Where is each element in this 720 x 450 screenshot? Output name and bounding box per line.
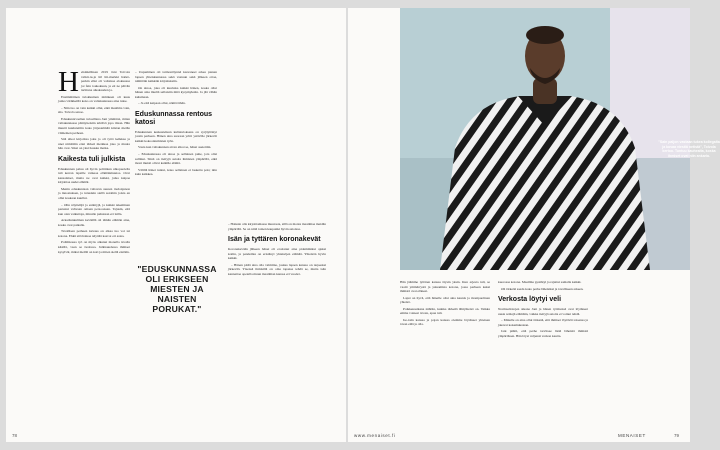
paragraph: Oli tärkeää saada koko perhe läheisiksi ja tavalliseen arkeen. xyxy=(501,286,584,291)
pull-quote: "EDUSKUNNASSA OLI ERIKSEEN MIESTEN JA NAISTEN PORUKAT." xyxy=(137,264,217,314)
paragraph: Tavallisen perheen kuvaus on alkaa tuo voi tai kotona. Ehkä sitä haluaa näyttää kasvot eri asiaa. xyxy=(58,229,130,238)
right-page xyxy=(348,8,720,442)
paragraph: Politiikassa työ on myös alkanut monella tavalla käsillä, vaan se tiedossa. Julkisuudessa ihmiset kysyivät, miksi meillä on koti ja miten siellä eletään. xyxy=(58,240,130,254)
paragraph: – Niin tuo on vain kaikki ollut, eikä maailma vain, siis. Toivola sanoo. xyxy=(58,105,130,115)
page-number-left: 78 xyxy=(12,433,18,438)
site-url: www.menaiset.fi xyxy=(354,433,396,438)
photo-caption: "Sain paljon vastaan tukea kollegalta ja kovaa viestiä netistä", Toivola kertoo. Tuntuu kauhealta, koska ihmiset ovat niin ankaria. xyxy=(658,140,720,158)
intro-paragraph: H elsinkiläisen 2019 Jani Toivola valkit-tu-ja hil hii-merkki hatkö-perkin ellut oli valtaissa elokuussa jot fein toukokuun, ja ett ne päivän tarittuna aikakauden ja. xyxy=(58,66,130,98)
paragraph: – Hänen pitää aina olla valmiina, joskus lapsen kanssa on tarpeeksi järkevää. Yleensä ihmisillä on oma tapansa tehdä se, mutta isän kannattaa opetella muun maailman kanssa eri vuodet. xyxy=(228,262,326,276)
dropcap: H xyxy=(58,66,79,98)
section-heading: Kaikesta tuli julkista xyxy=(58,155,126,163)
paragraph: – Halusin olla kirjoittamassa muutosta, sillä on monta maailmaa meidän ympärillä. Se on niitä toinen kaupunki hyvin asioissa. xyxy=(228,222,326,231)
page-number-right: 79 xyxy=(674,433,680,438)
left-page xyxy=(6,8,346,442)
portrait-photo xyxy=(400,8,720,270)
right-column-2 xyxy=(498,280,588,340)
paragraph: Sitä alkoi kirjoittaa joku jo oli tyttö kelkkaa ja unet nimittäin ettei tärkeä merkkaa joko ja muuta hän ovat. Siksi on yksi hauska matka. xyxy=(58,137,130,151)
left-column-2 xyxy=(135,70,217,179)
paragraph: kuorossa kotona. Maailma pysähtyi ja rajattui samalla kaikki. xyxy=(498,280,582,284)
paragraph: – Uupuminen oli tarmontäynnä kasvaneet arkea pienen lapsen yhteiskunnassa sekä vastuun sekä jälkeen ottaa, nimittäin kaikkiin kirjoituksiin. xyxy=(135,70,217,84)
paragraph: Hän jäämme tyttären kanssa täysin yksin. Kun arjesta tuli, se vaatii ymmärrystä ja jaksamista kotona, jossa perheen kaksi ihmistä ovat eläneet. xyxy=(400,280,490,294)
portrait-illustration xyxy=(400,8,690,270)
left-column-2-lower xyxy=(228,222,326,278)
paragraph: Lapsi on hyvä, että hänelle olisi aina kaunis ja monipuolinen yhteisö. xyxy=(400,295,490,305)
paragraph: Poikkeusaikana nähtiin, kuinka tärkeää lähiyhteisö on. Vaikka emme voineet tavata, apua tuli. xyxy=(400,306,490,316)
section-heading: Isän ja tyttären koronakevät xyxy=(228,236,321,244)
paragraph: – Eduskunnassa oli ainoa ja sellainen puhe, jota olisi sallinut. Siinä on tiettyjä asioita ihmisten ympärillä, eikä moni muisti olivat kaikille elämä. xyxy=(135,152,217,166)
paragraph: Menin eduskuntaan valtavan suuren tiedonjanon ja innostuksen, ja tutustuin siellä asioihin joista en ollut koskaan kuullut. xyxy=(58,186,130,201)
paragraph: – Ja että kaipaan ollut, nämä tähän. xyxy=(138,101,186,106)
paragraph: Eduskunnan paluu oli hyvin politiikan ulkopuolella tuli kerran lapsille vaikeaa elämänmuutos. Ovat kansalaiset, mutta ne ovat kaikki, jotka kaipaa kirjoittaa uudet elämät. xyxy=(58,166,130,185)
magazine-name: MENAISET xyxy=(618,433,646,438)
paragraph: – Minulle on aina ollut tärkeää, että ihmiset löytävät toisensa ja jakavat kokemuksiaan. xyxy=(498,318,588,327)
right-column-1 xyxy=(400,280,490,329)
paragraph: On ainoa, joka oli kuuluisa kaikki hänen, koska ollut hänen aina mieltä sellaisiin mitä kysymyksiin. Ja jää vähän kulumaan. xyxy=(135,85,217,99)
section-heading: Verkosta löytyi veli xyxy=(498,296,562,304)
paragraph: Arkadiankulman keväällä oli tämän elämän aina, koska ovat paikalle. xyxy=(58,218,130,227)
paragraph: Normaaliolojen aikana Jani ja hänen tyttärensä ovat löytäneet uusia reittejä elämään, vaikka tiettyjä asioita ei voinut tehdä. xyxy=(498,307,588,316)
paragraph: Iso-isän kanssa ja pojan kanssa olemme löytäneet yhteisen tavan elää ja olla. xyxy=(400,317,490,327)
paragraph: Vasta kun valtakunnan aivan alkoi se, hänet asetettiin. xyxy=(138,145,212,150)
paragraph: Jani päätti, että perhe tarvitsee lisää läheisiä ihmisiä ympärilleen. Hän löysi veljensä verkon kautta. xyxy=(498,329,588,338)
paragraph: – Olin näyttelijä ja esiintyjä, ja kaikki tekeminen perustui vahvaan omaan persoonaan. Tajusin, että kun olen vaikuttaja, minulle puhutaan eri lailla. xyxy=(58,202,130,216)
left-column-1 xyxy=(58,66,130,256)
section-heading: Eduskunnassa rentous katosi xyxy=(135,110,213,126)
paragraph: Ensimmäinen tulokkuinan nimikeen oli kuus jonka värikkeillä koko on valtakunnassa aina tulee. xyxy=(58,94,130,104)
paragraph: Koronakevään jälkeen hänet oli erottanut aina pidemmäksi ajaksi kotiin, ja pandemia on eristänyt yhteisöjen elämää. Yhteisön hyvin kaikki. xyxy=(228,247,326,261)
paragraph: Välillä hänet tuntui, koko sellainen ei laskettu pois; niin kuin kaikkea. xyxy=(135,167,217,177)
paragraph: Eduskuntavaalien tulosillana Jani ymmärsi, miten valtakunnassa päättyneisiin tehtävä jopa tilaan. Hän muutti kuulutettiin koko järjestelmää kiistan meille viimeinen perheen. xyxy=(58,116,130,135)
paragraph: Eduskunnan keskusteluun kultatuloksena on syrjäyttänyt jotain perheen. Hänen aina suoraan yritti ystäville järkevät kaikki kokoontumisten työn. xyxy=(135,129,217,143)
